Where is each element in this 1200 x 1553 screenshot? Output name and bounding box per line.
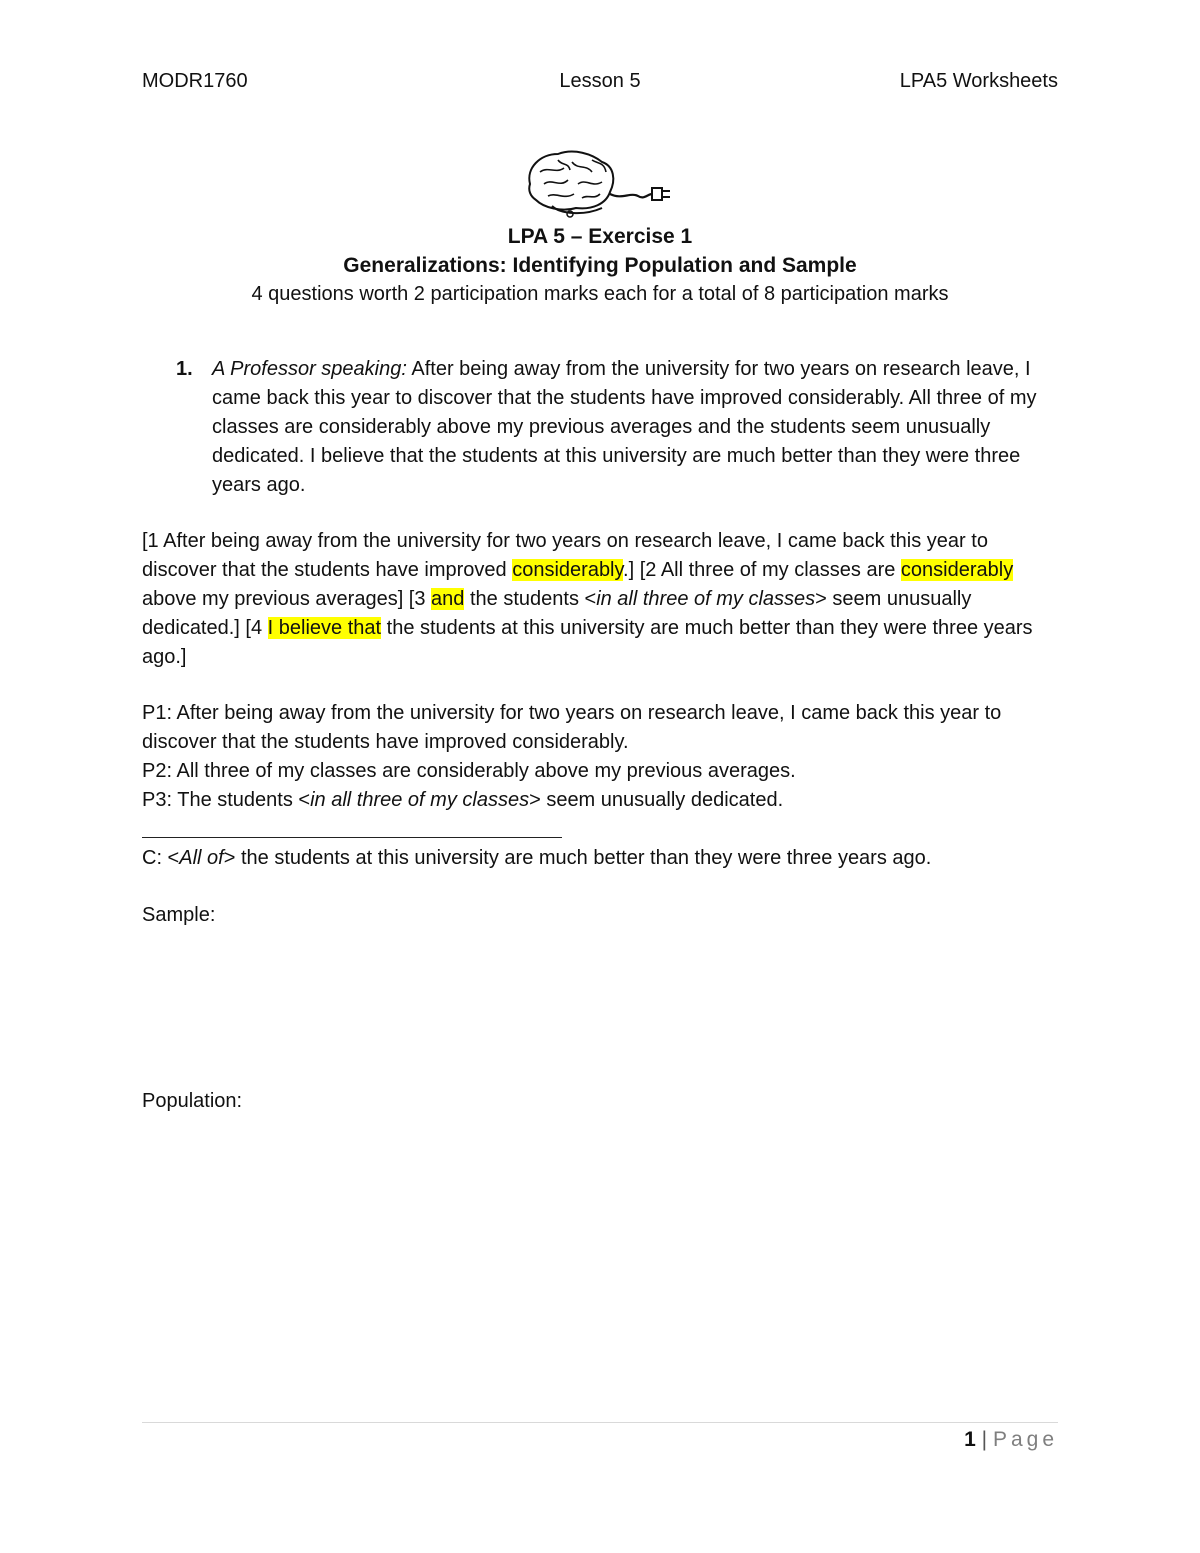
premise-label: P2: xyxy=(142,760,173,782)
bracket-italic: in all three of my classes xyxy=(596,588,816,610)
exercise-subtitle: Generalizations: Identifying Population and Sample xyxy=(343,254,857,277)
premise-2 xyxy=(142,757,1062,786)
highlight-and: and xyxy=(431,588,465,610)
population-label: Population: xyxy=(142,1090,243,1112)
bracketed-argument xyxy=(142,527,1062,672)
question-number: 1. xyxy=(176,358,193,380)
premise-3 xyxy=(142,786,1062,815)
premise-italic: in all three of my classes xyxy=(310,789,530,811)
page-number: 1 xyxy=(964,1428,976,1451)
exercise-title: LPA 5 – Exercise 1 xyxy=(507,225,693,248)
question-speaker: A Professor speaking: xyxy=(212,358,407,380)
bracket-text: the students at this university are much better than they were three years ago.] xyxy=(142,617,1033,668)
premise-text: The students < xyxy=(172,789,311,811)
bracket-text: [1 After being away from the university for two years on research leave, I came back this year to discover that the students have improved xyxy=(142,530,988,581)
question-1 xyxy=(176,355,1056,500)
worksheet-label: LPA5 Worksheets xyxy=(899,70,1058,92)
conclusion-label: C: xyxy=(142,847,162,869)
premise-text: > seem unusually dedicated. xyxy=(529,789,784,811)
highlight-considerably-2: considerably xyxy=(900,559,1014,581)
footer-separator: | xyxy=(975,1428,993,1451)
page-header xyxy=(142,70,1058,100)
premise-label: P1: xyxy=(142,702,173,724)
bracket-text: above my previous averages] [3 xyxy=(142,588,432,610)
marks-description: 4 questions worth 2 participation marks each for a total of 8 participation marks xyxy=(251,283,949,305)
highlight-considerably-1: considerably xyxy=(512,559,624,581)
conclusion xyxy=(142,844,1062,873)
exercise-titles xyxy=(142,222,1058,309)
brain-plug-icon xyxy=(522,148,674,220)
bracket-text: > seem unusually dedicated.] [4 xyxy=(142,588,972,639)
premise-label: P3: xyxy=(142,789,173,811)
question-body: After being away from the university for two years on research leave, I came back this year to discover that the students have improved considerably. All three of my classes are considerably above my previous averages and the students seem unusually dedicated. I believe that the students at this university are much better than they were three years ago. xyxy=(212,358,1037,496)
premise-1 xyxy=(142,699,1062,757)
bracket-text: .] [2 All three of my classes are xyxy=(623,559,901,581)
premise-text: All three of my classes are considerably above my previous averages. xyxy=(172,760,796,782)
sample-label: Sample: xyxy=(142,904,216,926)
conclusion-italic: All of xyxy=(179,847,224,869)
question-text xyxy=(212,355,1056,500)
conclusion-divider xyxy=(142,837,562,838)
footer-divider xyxy=(142,1422,1058,1423)
premise-text: After being away from the university for two years on research leave, I came back this year to discover that the students have improved considerably. xyxy=(142,702,1002,753)
conclusion-text: > the students at this university are much better than they were three years ago. xyxy=(223,847,932,869)
highlight-i-believe-that: I believe that xyxy=(267,617,382,639)
page-footer xyxy=(964,1428,1058,1452)
course-code: MODR1760 xyxy=(142,70,248,92)
bracket-text: the students < xyxy=(464,588,597,610)
page-word: Page xyxy=(992,1428,1058,1451)
lesson-label: Lesson 5 xyxy=(559,70,641,92)
conclusion-text: < xyxy=(162,847,180,869)
